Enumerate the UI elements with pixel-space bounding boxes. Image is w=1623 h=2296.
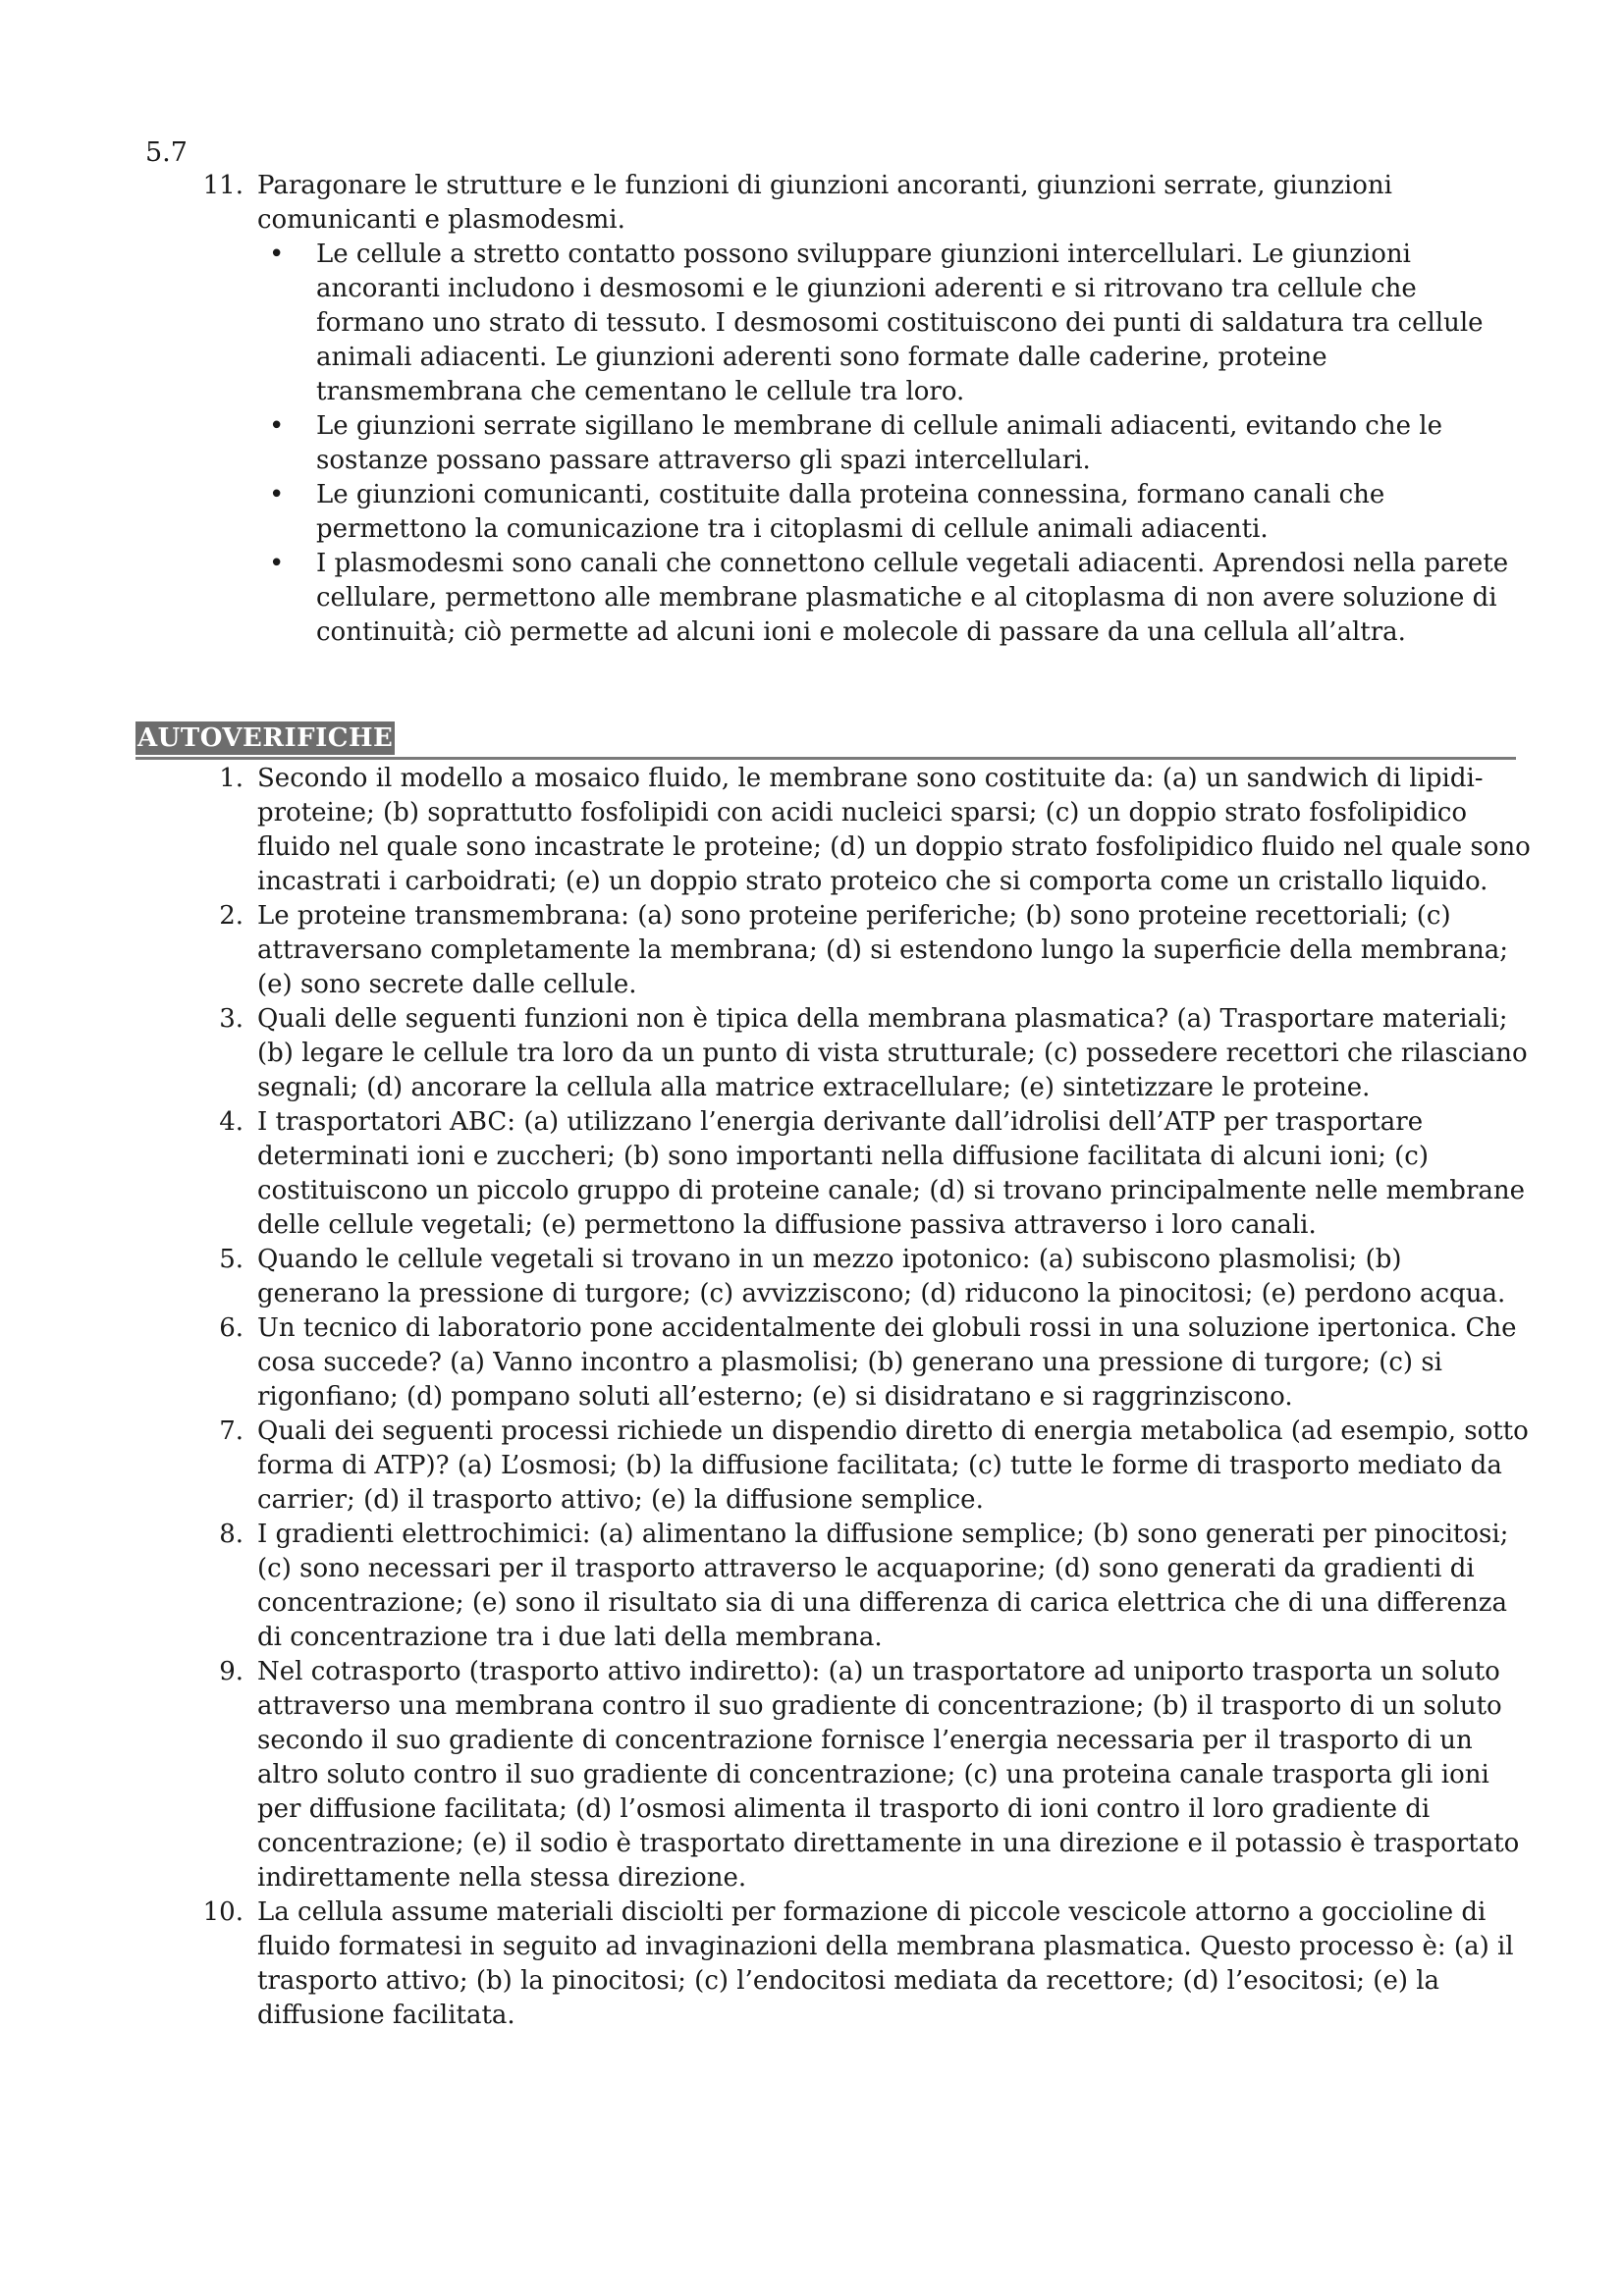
quiz-question (177, 1896, 1532, 2033)
quiz-question-text: Quali delle seguenti funzioni non è tipica della membrana plasmatica? (a) Trasportare materiali; (b) legare le cellule tra loro da un punto di vista strutturale; (c) possedere recettori che rilasciano segnali; (d) ancorare la cellula alla matrice extracellulare; (e) sintetizzare le proteine. (257, 1004, 1528, 1102)
bullet-item (257, 409, 1532, 478)
quiz-question (177, 1655, 1532, 1896)
section-number: 5.7 (145, 137, 188, 168)
review-question-number: 11. (202, 171, 243, 200)
bullet-item (257, 547, 1532, 650)
autoverifiche-heading: AUTOVERIFICHE (137, 723, 394, 753)
bullet-icon: • (269, 411, 285, 441)
quiz-question-text: Quando le cellule vegetali si trovano in un mezzo ipotonico: (a) subiscono plasmolisi; (b) generano la pressione di turgore; (c) avvizziscono; (d) riducono la pinocitosi; (e) perdono acqua. (257, 1245, 1506, 1308)
quiz-question (177, 762, 1532, 899)
review-question-text: Paragonare le strutture e le funzioni di giunzioni ancoranti, giunzioni serrate, giunzioni comunicanti e plasmodesmi. (257, 171, 1392, 235)
quiz-question-text: Secondo il modello a mosaico fluido, le membrane sono costituite da: (a) un sandwich di lipidi-proteine; (b) soprattutto fosfolipidi con acidi nucleici sparsi; (c) un doppio strato fosfolipidico fluido nel quale sono incastrate le proteine; (d) un doppio strato fosfolipidico fluido nel quale sono incastrati i carboidrati; (e) un doppio strato proteico che si comporta come un cristallo liquido. (257, 764, 1531, 896)
quiz-question-number: 8. (219, 1520, 243, 1549)
quiz-question-text: Nel cotrasporto (trasporto attivo indiretto): (a) un trasportatore ad uniporto trasporta un soluto attraverso una membrana contro il suo gradiente di concentrazione; (b) il trasporto di un soluto secondo il suo gradiente di concentrazione fornisce l’energia necessaria per il trasporto di un altro soluto contro il suo gradiente di concentrazione; (c) una proteina canale trasporta gli ioni per diffusione facilitata; (d) l’osmosi alimenta il trasporto di ioni contro il loro gradiente di concentrazione; (e) il sodio è trasportato direttamente in una direzione e il potassio è trasportato indirettamente nella stessa direzione. (257, 1657, 1520, 1893)
quiz-question-number: 2. (219, 901, 243, 931)
quiz-question-text: Le proteine transmembrana: (a) sono proteine periferiche; (b) sono proteine recettoriali; (c) attraversano completamente la membrana; (d) si estendono lungo la superficie della membrana; (e) sono secrete dalle cellule. (257, 901, 1508, 999)
quiz-question-number: 7. (219, 1416, 243, 1446)
quiz-list (177, 762, 1532, 2033)
bullet-text: Le cellule a stretto contatto possono sviluppare giunzioni intercellulari. Le giunzioni ancoranti includono i desmosomi e le giunzioni aderenti e si ritrovano tra cellule che formano uno strato di tessuto. I desmosomi costituiscono dei punti di saldatura tra cellule animali adiacenti. Le giunzioni aderenti sono formate dalle caderine, proteine transmembrana che cementano le cellule tra loro. (316, 240, 1484, 406)
bullet-item (257, 238, 1532, 409)
bullet-item (257, 478, 1532, 547)
quiz-question (177, 1518, 1532, 1655)
quiz-question-number: 6. (219, 1313, 243, 1343)
bullet-text: Le giunzioni comunicanti, costituite dalla proteina connessina, formano canali che permettono la comunicazione tra i citoplasmi di cellule animali adiacenti. (316, 480, 1385, 544)
review-bullet-list (257, 238, 1532, 650)
quiz-question (177, 1243, 1532, 1311)
quiz-question-text: La cellula assume materiali disciolti per formazione di piccole vescicole attorno a goccioline di fluido formatesi in seguito ad invaginazioni della membrana plasmatica. Questo processo è: (a) il trasporto attivo; (b) la pinocitosi; (c) l’endocitosi mediata da recettore; (d) l’esocitosi; (e) la diffusione facilitata. (257, 1897, 1514, 2030)
autoverifiche-header (135, 721, 1516, 760)
quiz-question-text: I gradienti elettrochimici: (a) alimentano la diffusione semplice; (b) sono generati per pinocitosi; (c) sono necessari per il trasporto attraverso le acquaporine; (d) sono generati da gradienti di concentrazione; (e) sono il risultato sia di una differenza di carica elettrica che di una differenza di concentrazione tra i due lati della membrana. (257, 1520, 1509, 1652)
quiz-question (177, 1311, 1532, 1415)
bullet-icon: • (269, 240, 285, 269)
bullet-icon: • (269, 549, 285, 578)
quiz-question-number: 1. (219, 764, 243, 793)
quiz-question-number: 3. (219, 1004, 243, 1034)
bullet-icon: • (269, 480, 285, 509)
quiz-question (177, 1105, 1532, 1243)
quiz-question (177, 1002, 1532, 1105)
quiz-question-text: Un tecnico di laboratorio pone accidentalmente dei globuli rossi in una soluzione ipertonica. Che cosa succede? (a) Vanno incontro a plasmolisi; (b) generano una pressione di turgore; (c) si rigonfiano; (d) pompano soluti all’esterno; (e) si disidratano e si raggrinziscono. (257, 1313, 1517, 1412)
quiz-question-text: Quali dei seguenti processi richiede un dispendio diretto di energia metabolica (ad esempio, sotto forma di ATP)? (a) L’osmosi; (b) la diffusione facilitata; (c) tutte le forme di trasporto mediato da carrier; (d) il trasporto attivo; (e) la diffusione semplice. (257, 1416, 1529, 1515)
review-question (177, 169, 1532, 650)
quiz-question-number: 10. (202, 1897, 243, 1927)
quiz-question-number: 4. (219, 1107, 243, 1137)
quiz-question-text: I trasportatori ABC: (a) utilizzano l’energia derivante dall’idrolisi dell’ATP per trasportare determinati ioni e zuccheri; (b) sono importanti nella diffusione facilitata di alcuni ioni; (c) costituiscono un piccolo gruppo di proteine canale; (d) si trovano principalmente nelle membrane delle cellule vegetali; (e) permettono la diffusione passiva attraverso i loro canali. (257, 1107, 1525, 1240)
quiz-question-number: 9. (219, 1657, 243, 1686)
review-question-block (177, 169, 1532, 650)
quiz-question (177, 1415, 1532, 1518)
quiz-question-number: 5. (219, 1245, 243, 1274)
bullet-text: Le giunzioni serrate sigillano le membrane di cellule animali adiacenti, evitando che le sostanze possano passare attraverso gli spazi intercellulari. (316, 411, 1442, 475)
bullet-text: I plasmodesmi sono canali che connettono cellule vegetali adiacenti. Aprendosi nella parete cellulare, permettono alle membrane plasmatiche e al citoplasma di non avere soluzione di continuità; ciò permette ad alcuni ioni e molecole di passare da una cellula all’altra. (316, 549, 1509, 647)
quiz-question (177, 899, 1532, 1002)
